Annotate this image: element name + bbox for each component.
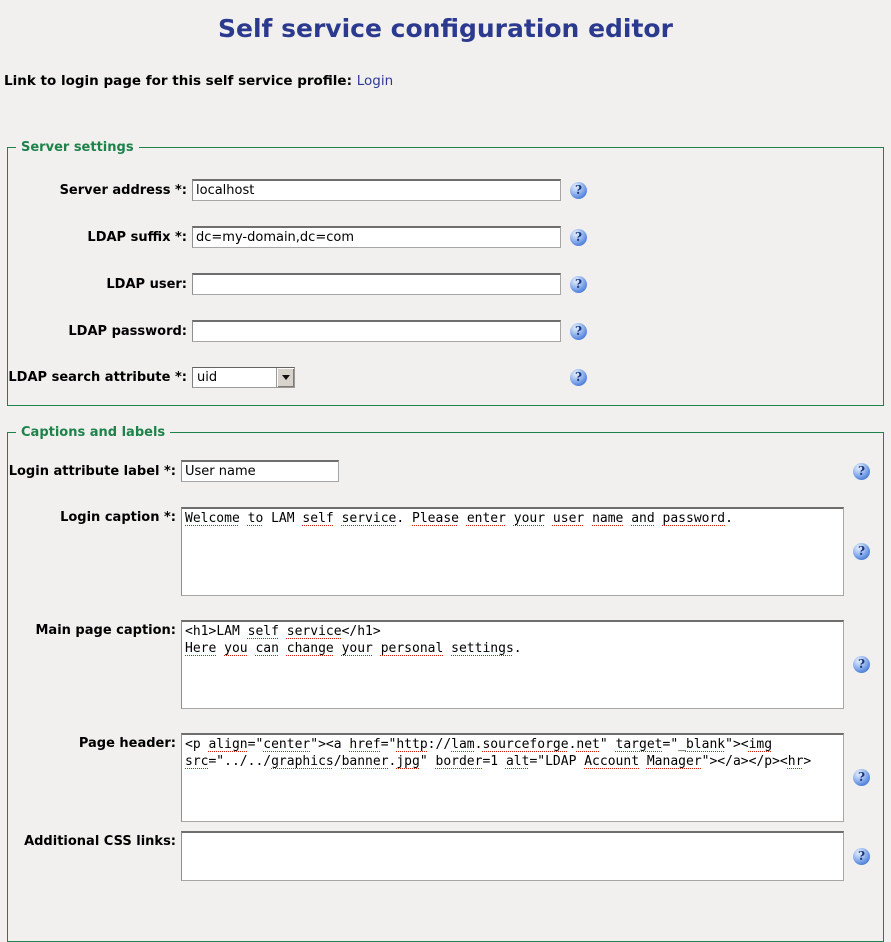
selected-option: uid xyxy=(197,370,218,385)
login-attribute-label-input[interactable] xyxy=(181,460,339,482)
login-attribute-label-row xyxy=(8,460,883,482)
login-link[interactable]: Login xyxy=(356,73,394,89)
help-icon[interactable]: ? xyxy=(853,769,870,786)
main-page-caption-label: Main page caption: xyxy=(35,623,176,638)
ldap-user-input[interactable] xyxy=(192,273,561,295)
help-icon[interactable]: ? xyxy=(853,848,870,865)
server-address-row xyxy=(8,179,883,201)
ldap-password-label: LDAP password: xyxy=(68,323,187,339)
login-caption-label: Login caption *: xyxy=(60,510,176,525)
help-icon[interactable]: ? xyxy=(853,463,870,480)
ldap-suffix-row xyxy=(8,226,883,248)
page-header-textarea[interactable]: <p align="center"><a href="http://lam.sourceforge.net" target="_blank"><img src="../../graphics/banner.jpg" border=1 alt="LDAP Account Manager"></a></p><hr> xyxy=(181,733,844,822)
ldap-suffix-label: LDAP suffix *: xyxy=(87,229,187,245)
login-attribute-label-label: Login attribute label *: xyxy=(8,463,176,479)
ldap-suffix-input[interactable] xyxy=(192,226,561,248)
server-address-label: Server address *: xyxy=(59,182,187,198)
help-icon[interactable]: ? xyxy=(570,182,587,199)
server-settings-legend: Server settings xyxy=(21,140,134,155)
help-icon[interactable]: ? xyxy=(853,543,870,560)
help-icon[interactable]: ? xyxy=(570,229,587,246)
help-icon[interactable]: ? xyxy=(570,369,587,386)
ldap-search-attribute-label: LDAP search attribute *: xyxy=(8,370,187,385)
ldap-search-attribute-select[interactable] xyxy=(192,367,295,388)
additional-css-links-textarea[interactable] xyxy=(181,831,844,881)
ldap-user-row xyxy=(8,273,883,295)
chevron-down-icon[interactable] xyxy=(276,368,294,387)
help-icon[interactable]: ? xyxy=(570,276,587,293)
ldap-password-row xyxy=(8,320,883,342)
ldap-user-label: LDAP user: xyxy=(106,276,187,292)
login-link-line xyxy=(4,73,891,89)
page-header-row xyxy=(8,733,883,822)
additional-css-links-row xyxy=(8,831,883,881)
captions-and-labels-legend: Captions and labels xyxy=(21,425,166,440)
login-caption-textarea[interactable]: Welcome to LAM self service. Please enter your user name and password. xyxy=(181,507,844,596)
main-page-caption-textarea[interactable]: <h1>LAM self service</h1> Here you can change your personal settings. xyxy=(181,620,844,709)
additional-css-links-label: Additional CSS links: xyxy=(24,834,176,849)
main-page-caption-row xyxy=(8,620,883,709)
captions-and-labels-fieldset xyxy=(7,425,884,942)
server-settings-fieldset xyxy=(7,140,884,406)
help-icon[interactable]: ? xyxy=(570,323,587,340)
page-title: Self service configuration editor xyxy=(218,14,673,43)
page-header-label: Page header: xyxy=(78,736,176,751)
ldap-search-attribute-row xyxy=(8,367,883,388)
help-icon[interactable]: ? xyxy=(853,656,870,673)
login-link-label: Link to login page for this self service profile: xyxy=(4,73,352,89)
ldap-password-input[interactable] xyxy=(192,320,561,342)
server-address-input[interactable] xyxy=(192,179,561,201)
login-caption-row xyxy=(8,507,883,596)
